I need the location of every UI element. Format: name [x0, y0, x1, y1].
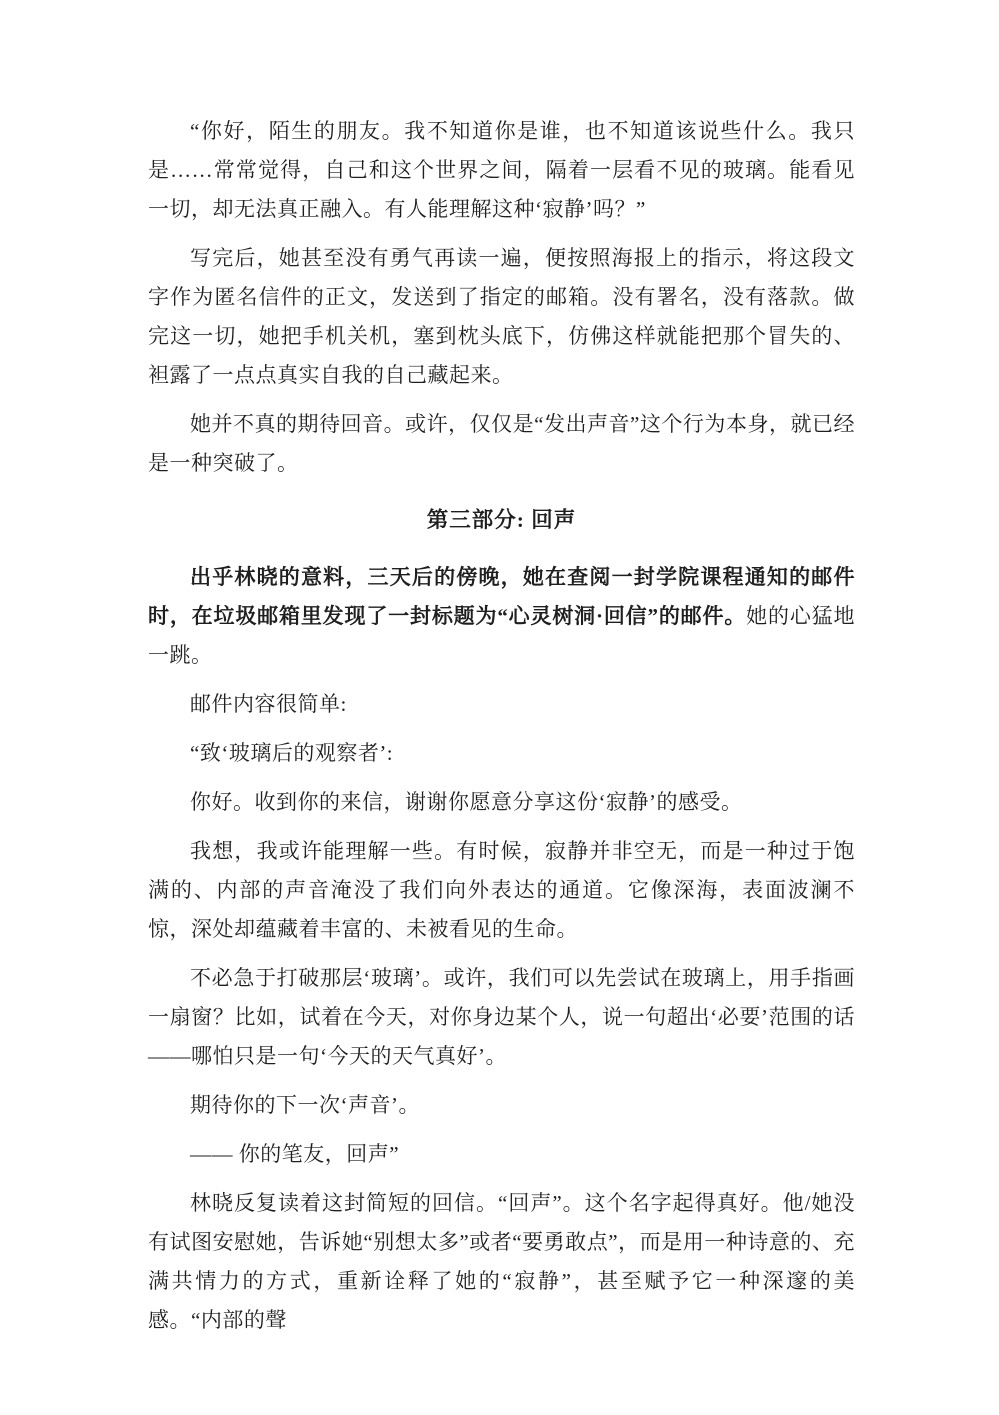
paragraph-understanding-silence: 我想，我或许能理解一些。有时候，寂静并非空无，而是一种过于饱满的、内部的声音淹没了我们向外表达的通道。它像深海，表面波澜不惊，深处却蕴藏着丰富的、未被看见的生命。 [148, 839, 855, 941]
paragraph-draw-a-window: 不必急于打破那层‘玻璃’。或许，我们可以先尝试在玻璃上，用手指画一扇窗？比如，试着在今天，对你身边某个人，说一句超出‘必要’范围的话——哪怕只是一句‘今天的天气真好’。 [148, 966, 855, 1068]
paragraph-no-expectation: 她并不真的期待回音。或许，仅仅是“发出声音”这个行为本身，就已经是一种突破了。 [148, 412, 855, 475]
paragraph-greeting: 你好。收到你的来信，谢谢你愿意分享这份‘寂静’的感受。 [190, 790, 743, 814]
paragraph-await-voice: 期待你的下一次‘声音’。 [190, 1093, 420, 1117]
paragraph-salutation: “致‘玻璃后的观察者’: [190, 741, 394, 765]
paragraph-signature: —— 你的笔友，回声” [190, 1142, 400, 1166]
regular-tail-run: 她的心猛地一跳。 [148, 604, 855, 667]
paragraph-sending-letter: 写完后，她甚至没有勇气再读一遍，便按照海报上的指示，将这段文字作为匿名信件的正文，发送到了指定的邮箱。没有署名，没有落款。做完这一切，她把手机关机，塞到枕头底下，仿佛这样就能把那个冒失的、袒露了一点点真实自我的自己藏起来。 [148, 246, 855, 387]
bold-lead-run: 出乎林晓的意料，三天后的傍晚，她在查阅一封学院课程通知的邮件时，在垃圾邮箱里发现了一封标题为“心灵树洞·回信”的邮件。 [148, 565, 855, 628]
paragraph-anonymous-letter: “你好，陌生的朋友。我不知道你是谁，也不知道该说些什么。我只是……常常觉得，自己和这个世界之间，隔着一层看不见的玻璃。能看见一切，却无法真正融入。有人能理解这种‘寂静’吗？” [148, 119, 855, 221]
paragraph-rereading-reply: 林晓反复读着这封简短的回信。“回声”。这个名字起得真好。他/她没有试图安慰她，告诉她“别想太多”或者“要勇敢点”，而是用一种诗意的、充满共情力的方式，重新诠释了她的“寂静”，甚至赋予它一种深邃的美感。“内部的聲 [148, 1191, 855, 1332]
paragraph-mail-simple: 邮件内容很简单: [190, 692, 347, 716]
paragraph-reply-discovered [148, 558, 855, 675]
section-heading-part3: 第三部分: 回声 [426, 508, 577, 532]
